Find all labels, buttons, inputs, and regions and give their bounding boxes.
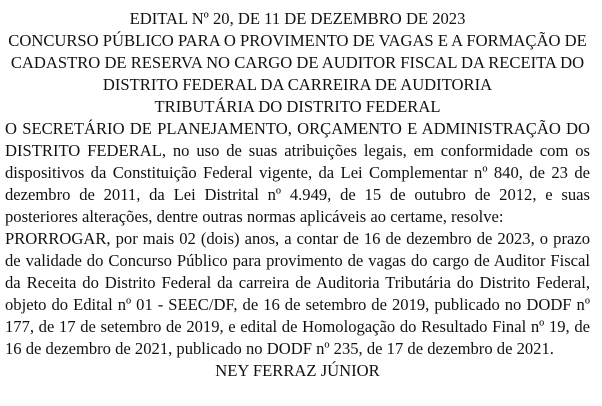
- preamble-paragraph: O SECRETÁRIO DE PLANEJAMENTO, ORÇAMENTO E ADMINISTRAÇÃO DO DISTRITO FEDERAL, no uso de suas atribuições legais, em conformidade com os dispositivos da Constituição Federal vigente, da Lei Complementar nº 840, de 23 de dezembro de 2011, da Lei Distrital nº 4.949, de 15 de outubro de 2012, e suas posteriores alterações, dentre outras normas aplicáveis ao certame, resolve:: [5, 119, 590, 226]
- edital-subtitle-line-1: CONCURSO PÚBLICO PARA O PROVIMENTO DE VAGAS E A FORMAÇÃO DE: [8, 31, 587, 50]
- edital-subtitle-line-3: DISTRITO FEDERAL DA CARREIRA DE AUDITORIA: [102, 75, 493, 94]
- edital-subtitle-line-4: TRIBUTÁRIA DO DISTRITO FEDERAL: [154, 97, 441, 116]
- resolution-paragraph: PRORROGAR, por mais 02 (dois) anos, a contar de 16 de dezembro de 2023, o prazo de validade do Concurso Público para provimento de vagas do cargo de Auditor Fiscal da Receita do Distrito Federal da carreira de Auditoria Tributária do Distrito Federal, objeto do Edital nº 01 - SEEC/DF, de 16 de setembro de 2019, publicado no DODF nº 177, de 17 de setembro de 2019, e edital de Homologação do Resultado Final nº 19, de 16 de dezembro de 2021, publicado no DODF nº 235, de 17 de dezembro de 2021.: [5, 229, 590, 358]
- edital-subtitle-line-2: CADASTRO DE RESERVA NO CARGO DE AUDITOR FISCAL DA RECEITA DO: [10, 53, 585, 72]
- signatory-name: NEY FERRAZ JÚNIOR: [215, 361, 380, 380]
- edital-title: EDITAL Nº 20, DE 11 DE DEZEMBRO DE 2023: [129, 9, 466, 28]
